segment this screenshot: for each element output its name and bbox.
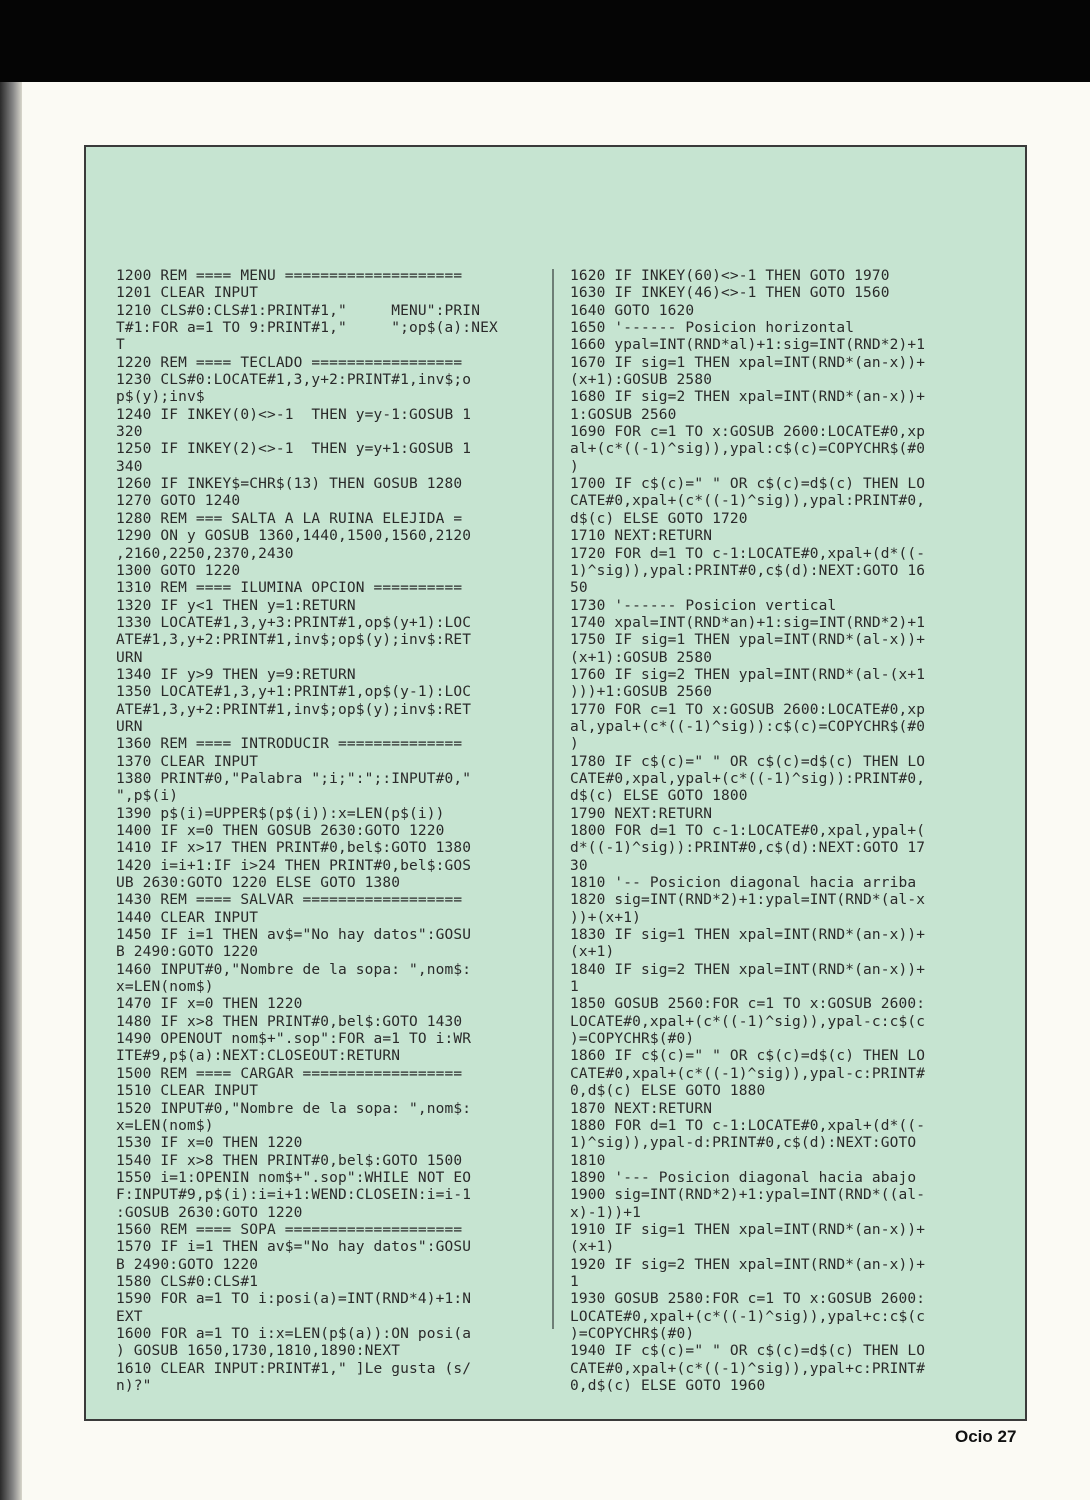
code-line: 1820 sig=INT(RND*2)+1:ypal=INT(RND*(al-x <box>570 892 926 909</box>
code-line: d$(c) ELSE GOTO 1800 <box>570 788 748 805</box>
code-line: 1920 IF sig=2 THEN xpal=INT(RND*(an-x))+ <box>570 1256 926 1273</box>
code-line: 1250 IF INKEY(2)<>-1 THEN y=y+1:GOSUB 1 <box>116 441 472 458</box>
code-line: ATE#1,3,y+2:PRINT#1,inv$;op$(y);inv$:RET <box>116 632 472 649</box>
code-line: 1430 REM ==== SALVAR ================== <box>116 892 463 909</box>
code-line: ) <box>570 736 579 753</box>
code-line: 1:GOSUB 2560 <box>570 406 677 423</box>
code-line: LOCATE#0,xpal+(c*((-1)^sig)),ypal-c:c$(c <box>570 1013 926 1030</box>
code-line: F:INPUT#9,p$(i):i=i+1:WEND:CLOSEIN:i=i-1 <box>116 1187 472 1204</box>
code-line: 1650 '------ Posicion horizontal <box>570 320 855 337</box>
code-line: (x+1) <box>570 1239 615 1256</box>
code-line: 1580 CLS#0:CLS#1 <box>116 1273 259 1290</box>
code-line: )))+1:GOSUB 2560 <box>570 684 713 701</box>
code-line: (x+1):GOSUB 2580 <box>570 372 713 389</box>
code-line: 0,d$(c) ELSE GOTO 1960 <box>570 1378 766 1394</box>
code-line: 1490 OPENOUT nom$+".sop":FOR a=1 TO i:WR <box>116 1031 472 1048</box>
code-line: T <box>116 337 125 354</box>
code-line: 1850 GOSUB 2560:FOR c=1 TO x:GOSUB 2600: <box>570 996 926 1013</box>
code-line: 1890 '--- Posicion diagonal hacia abajo <box>570 1169 917 1186</box>
code-line: 1710 NEXT:RETURN <box>570 528 713 545</box>
code-line: 1590 FOR a=1 TO i:posi(a)=INT(RND*4)+1:N <box>116 1291 472 1308</box>
code-line: 1670 IF sig=1 THEN xpal=INT(RND*(an-x))+ <box>570 354 926 371</box>
page-folio: Ocio 27 <box>955 1427 1017 1446</box>
code-line: 1380 PRINT#0,"Palabra ";i;":";:INPUT#0," <box>116 770 472 787</box>
code-line: 1640 GOTO 1620 <box>570 302 695 319</box>
code-line: 1340 IF y>9 THEN y=9:RETURN <box>116 666 356 683</box>
code-line: 320 <box>116 424 143 441</box>
code-line: B 2490:GOTO 1220 <box>116 944 259 961</box>
code-line: CATE#0,xpal+(c*((-1)^sig)),ypal-c:PRINT# <box>570 1065 926 1082</box>
code-line: 1860 IF c$(c)=" " OR c$(c)=d$(c) THEN LO <box>570 1048 926 1065</box>
code-line: 1460 INPUT#0,"Nombre de la sopa: ",nom$: <box>116 961 472 978</box>
code-line: al,ypal+(c*((-1)^sig)):c$(c)=COPYCHR$(#0 <box>570 718 926 735</box>
code-line: x=LEN(nom$) <box>116 979 214 996</box>
code-line: 1570 IF i=1 THEN av$="No hay datos":GOSU <box>116 1239 472 1256</box>
code-line: (x+1) <box>570 944 615 961</box>
code-line: 1230 CLS#0:LOCATE#1,3,y+2:PRINT#1,inv$;o <box>116 372 472 389</box>
listing-left-column <box>116 268 498 1395</box>
code-line: 1910 IF sig=1 THEN xpal=INT(RND*(an-x))+ <box>570 1221 926 1238</box>
code-line: ) <box>570 458 579 475</box>
code-line: 1300 GOTO 1220 <box>116 562 241 579</box>
code-line: 1520 INPUT#0,"Nombre de la sopa: ",nom$: <box>116 1100 472 1117</box>
code-line: 1720 FOR d=1 TO c-1:LOCATE#0,xpal+(d*((- <box>570 545 926 562</box>
code-line: n)?" <box>116 1378 152 1394</box>
code-line: 1930 GOSUB 2580:FOR c=1 TO x:GOSUB 2600: <box>570 1291 926 1308</box>
code-line: 1280 REM === SALTA A LA RUINA ELEJIDA = <box>116 510 463 527</box>
code-line: 1600 FOR a=1 TO i:x=LEN(p$(a)):ON posi(a <box>116 1325 472 1342</box>
code-line: 1)^sig)),ypal:PRINT#0,c$(d):NEXT:GOTO 16 <box>570 562 926 579</box>
code-line: 1560 REM ==== SOPA ==================== <box>116 1221 463 1238</box>
listing-right-column <box>570 268 925 1395</box>
code-line: al+(c*((-1)^sig)),ypal:c$(c)=COPYCHR$(#0 <box>570 441 926 458</box>
code-line: 1790 NEXT:RETURN <box>570 805 713 822</box>
code-line: ITE#9,p$(a):NEXT:CLOSEOUT:RETURN <box>116 1048 401 1065</box>
code-line: 1 <box>570 1273 579 1290</box>
code-line: 1360 REM ==== INTRODUCIR ============== <box>116 736 463 753</box>
code-line: 1740 xpal=INT(RND*an)+1:sig=INT(RND*2)+1 <box>570 614 926 631</box>
code-line: CATE#0,xpal,ypal+(c*((-1)^sig)):PRINT#0, <box>570 770 926 787</box>
code-line: 1480 IF x>8 THEN PRINT#0,bel$:GOTO 1430 <box>116 1013 463 1030</box>
code-line: 1680 IF sig=2 THEN xpal=INT(RND*(an-x))+ <box>570 389 926 406</box>
code-line: UB 2630:GOTO 1220 ELSE GOTO 1380 <box>116 875 401 892</box>
code-line: ATE#1,3,y+2:PRINT#1,inv$;op$(y);inv$:RET <box>116 701 472 718</box>
code-line: 340 <box>116 458 143 475</box>
code-line: 1900 sig=INT(RND*2)+1:ypal=INT(RND*((al- <box>570 1187 926 1204</box>
code-line: 1440 CLEAR INPUT <box>116 909 259 926</box>
code-line: p$(y);inv$ <box>116 389 205 406</box>
code-line: ",p$(i) <box>116 788 179 805</box>
code-line: 1760 IF sig=2 THEN ypal=INT(RND*(al-(x+1 <box>570 666 926 683</box>
code-line: ))+(x+1) <box>570 909 642 926</box>
code-line: 1201 CLEAR INPUT <box>116 285 259 302</box>
code-line: 1310 REM ==== ILUMINA OPCION ========== <box>116 580 463 597</box>
code-line: 1610 CLEAR INPUT:PRINT#1," ]Le gusta (s/ <box>116 1360 472 1377</box>
code-line: 1290 ON y GOSUB 1360,1440,1500,1560,2120 <box>116 528 472 545</box>
code-line: )=COPYCHR$(#0) <box>570 1325 695 1342</box>
code-line: 1210 CLS#0:CLS#1:PRINT#1," MENU":PRIN <box>116 302 481 319</box>
code-line: 1)^sig)),ypal-d:PRINT#0,c$(d):NEXT:GOTO <box>570 1135 917 1152</box>
code-line: 1470 IF x=0 THEN 1220 <box>116 996 303 1013</box>
code-line: 1550 i=1:OPENIN nom$+".sop":WHILE NOT EO <box>116 1169 472 1186</box>
code-line: 1630 IF INKEY(46)<>-1 THEN GOTO 1560 <box>570 285 890 302</box>
code-line: 1220 REM ==== TECLADO ================= <box>116 354 463 371</box>
code-line: 1450 IF i=1 THEN av$="No hay datos":GOSU <box>116 927 472 944</box>
code-listing-panel <box>84 145 1027 1421</box>
code-line: 1660 ypal=INT(RND*al)+1:sig=INT(RND*2)+1 <box>570 337 926 354</box>
code-line: 1700 IF c$(c)=" " OR c$(c)=d$(c) THEN LO <box>570 476 926 493</box>
code-line: 1770 FOR c=1 TO x:GOSUB 2600:LOCATE#0,xp <box>570 701 926 718</box>
code-line: 1390 p$(i)=UPPER$(p$(i)):x=LEN(p$(i)) <box>116 805 445 822</box>
code-line: 1270 GOTO 1240 <box>116 493 241 510</box>
code-line: CATE#0,xpal+(c*((-1)^sig)),ypal:PRINT#0, <box>570 493 926 510</box>
page-edge-shadow <box>0 82 22 1500</box>
code-line: 50 <box>570 580 588 597</box>
code-line: URN <box>116 649 143 666</box>
code-line: 1810 <box>570 1152 606 1169</box>
code-line: 1530 IF x=0 THEN 1220 <box>116 1135 303 1152</box>
code-line: 1750 IF sig=1 THEN ypal=INT(RND*(al-x))+ <box>570 632 926 649</box>
code-line: (x+1):GOSUB 2580 <box>570 649 713 666</box>
code-line: URN <box>116 718 143 735</box>
code-line: 1200 REM ==== MENU ==================== <box>116 268 463 284</box>
code-line: B 2490:GOTO 1220 <box>116 1256 259 1273</box>
code-line: 1240 IF INKEY(0)<>-1 THEN y=y-1:GOSUB 1 <box>116 406 472 423</box>
code-line: ,2160,2250,2370,2430 <box>116 545 294 562</box>
code-line: EXT <box>116 1308 143 1325</box>
code-line: 1800 FOR d=1 TO c-1:LOCATE#0,xpal,ypal+( <box>570 823 926 839</box>
code-line: 1880 FOR d=1 TO c-1:LOCATE#0,xpal+(d*((- <box>570 1117 926 1134</box>
code-line: 1780 IF c$(c)=" " OR c$(c)=d$(c) THEN LO <box>570 753 926 770</box>
code-line: 1690 FOR c=1 TO x:GOSUB 2600:LOCATE#0,xp <box>570 424 926 441</box>
code-line: 1500 REM ==== CARGAR ================== <box>116 1065 463 1082</box>
code-line: :GOSUB 2630:GOTO 1220 <box>116 1204 303 1221</box>
code-line: x=LEN(nom$) <box>116 1117 214 1134</box>
code-line: 1830 IF sig=1 THEN xpal=INT(RND*(an-x))+ <box>570 927 926 944</box>
code-line: 1870 NEXT:RETURN <box>570 1100 713 1117</box>
code-line: x)-1))+1 <box>570 1204 642 1221</box>
code-line: CATE#0,xpal+(c*((-1)^sig)),ypal+c:PRINT# <box>570 1360 926 1377</box>
column-divider <box>552 269 554 1329</box>
code-line: d*((-1)^sig)):PRINT#0,c$(d):NEXT:GOTO 17 <box>570 840 926 857</box>
code-line: 1260 IF INKEY$=CHR$(13) THEN GOSUB 1280 <box>116 476 463 493</box>
code-line: 1840 IF sig=2 THEN xpal=INT(RND*(an-x))+ <box>570 961 926 978</box>
code-line: 1540 IF x>8 THEN PRINT#0,bel$:GOTO 1500 <box>116 1152 463 1169</box>
code-line: 1730 '------ Posicion vertical <box>570 597 837 614</box>
code-line: 1350 LOCATE#1,3,y+1:PRINT#1,op$(y-1):LOC <box>116 684 472 701</box>
code-line: 1370 CLEAR INPUT <box>116 753 259 770</box>
code-line: 1420 i=i+1:IF i>24 THEN PRINT#0,bel$:GOS <box>116 857 472 874</box>
code-line: d$(c) ELSE GOTO 1720 <box>570 510 748 527</box>
code-line: )=COPYCHR$(#0) <box>570 1031 695 1048</box>
code-line: 0,d$(c) ELSE GOTO 1880 <box>570 1083 766 1100</box>
code-line: 1330 LOCATE#1,3,y+3:PRINT#1,op$(y+1):LOC <box>116 614 472 631</box>
code-line: 1940 IF c$(c)=" " OR c$(c)=d$(c) THEN LO <box>570 1343 926 1360</box>
code-line: 1410 IF x>17 THEN PRINT#0,bel$:GOTO 1380 <box>116 840 472 857</box>
code-line: 1320 IF y<1 THEN y=1:RETURN <box>116 597 356 614</box>
code-line: 1 <box>570 979 579 996</box>
code-line: LOCATE#0,xpal+(c*((-1)^sig)),ypal+c:c$(c <box>570 1308 926 1325</box>
code-line: 1510 CLEAR INPUT <box>116 1083 259 1100</box>
code-line: 1400 IF x=0 THEN GOSUB 2630:GOTO 1220 <box>116 823 445 839</box>
code-line: 1620 IF INKEY(60)<>-1 THEN GOTO 1970 <box>570 268 890 284</box>
code-line: 1810 '-- Posicion diagonal hacia arriba <box>570 875 917 892</box>
code-line: ) GOSUB 1650,1730,1810,1890:NEXT <box>116 1343 401 1360</box>
code-line: 30 <box>570 857 588 874</box>
code-line: T#1:FOR a=1 TO 9:PRINT#1," ";op$(a):NEX <box>116 320 498 337</box>
